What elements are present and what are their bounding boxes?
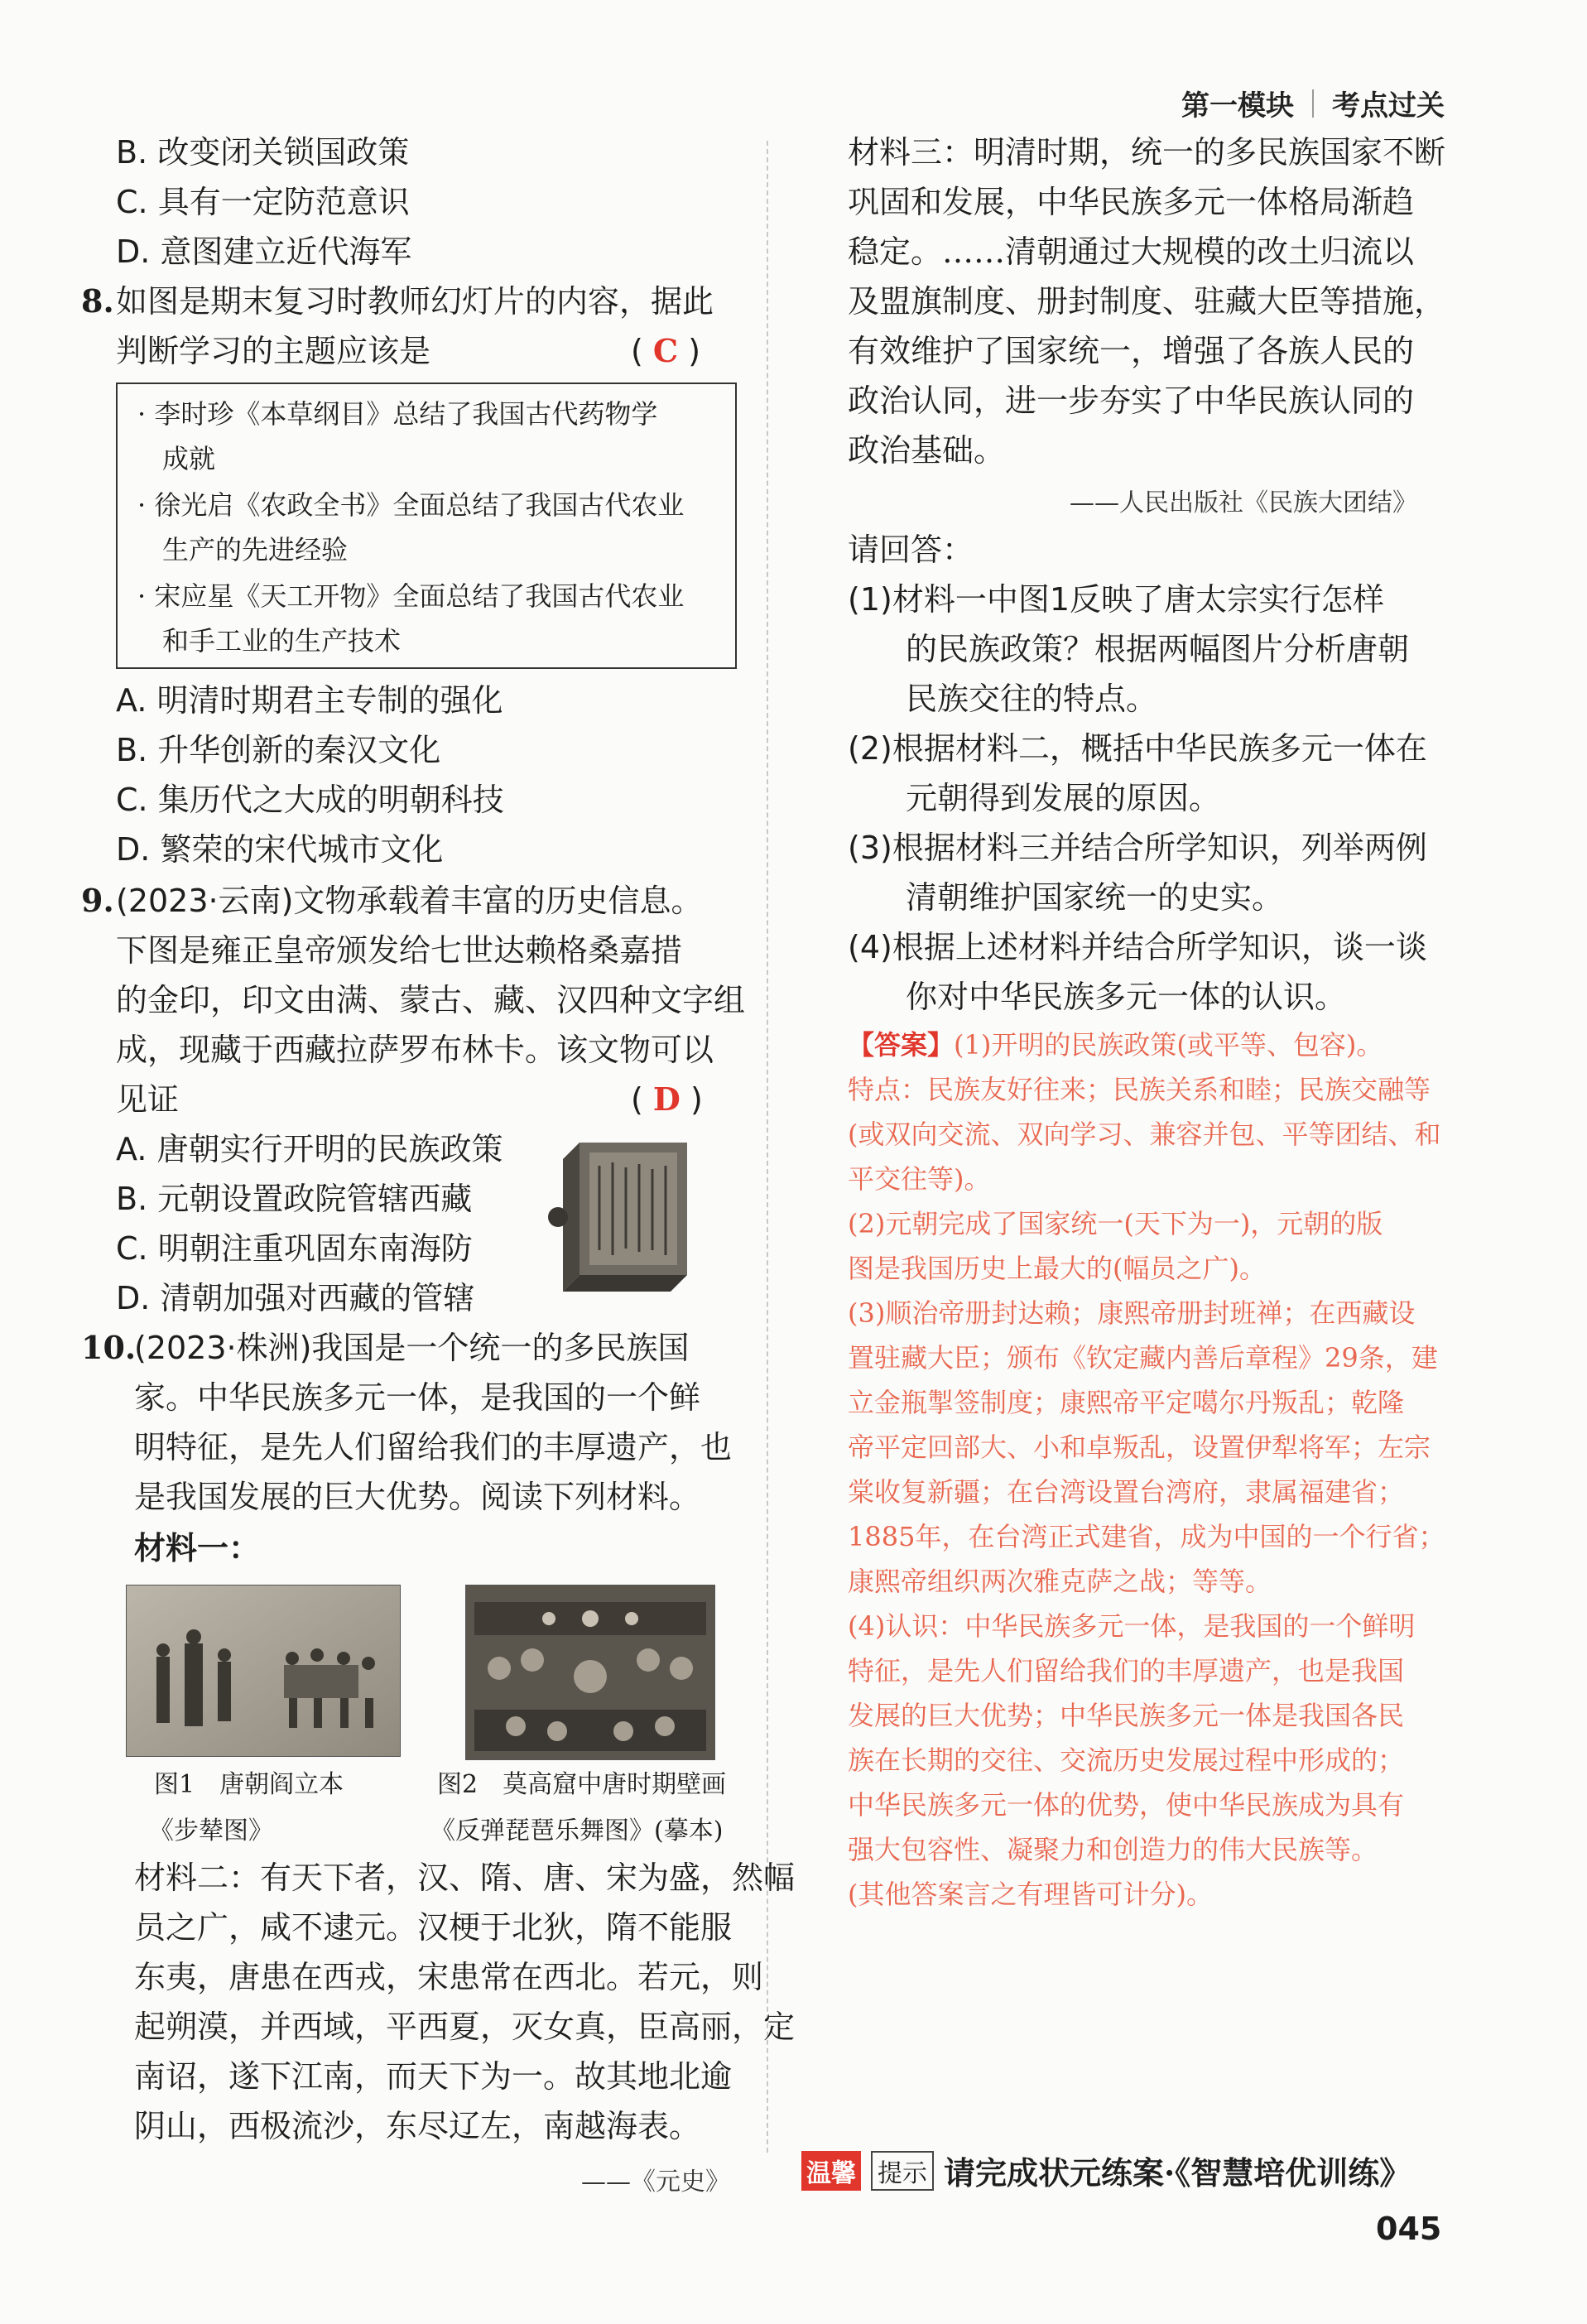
fig1-image (126, 1585, 401, 1757)
subquestion-3: (3)根据材料三并结合所学知识，列举两例 (848, 830, 1427, 866)
q8-option-b: B. 升华创新的秦汉文化 (116, 732, 441, 768)
answer-line: (4)认识：中华民族多元一体，是我国的一个鲜明 (848, 1610, 1416, 1642)
material2-line: 南诏，遂下江南，而天下为一。故其地北逾 (134, 2058, 733, 2095)
q7-option-b: B. 改变闭关锁国政策 (116, 134, 410, 171)
subquestion-1-cont: 民族交往的特点。 (906, 681, 1158, 717)
q10-stem-line: 是我国发展的巨大优势。阅读下列材料。 (134, 1479, 701, 1515)
subquestion-2: (2)根据材料二，概括中华民族多元一体在 (848, 730, 1427, 767)
q10-stem-line: 明特征，是先人们留给我们的丰厚遗产，也 (134, 1429, 733, 1465)
q7-option-c: C. 具有一定防范意识 (116, 184, 410, 220)
answer-line: (其他答案言之有理皆可计分)。 (848, 1879, 1213, 1910)
material3-line: 政治认同，进一步夯实了中华民族认同的 (848, 383, 1415, 419)
q8-stem-line2: 判断学习的主题应该是 (116, 333, 431, 369)
page-number: 045 (1376, 2211, 1442, 2247)
q9-number: 9. (81, 882, 114, 919)
answer-line: 帝平定回部大、小和卓叛乱，设置伊犁将军；左宗 (848, 1431, 1431, 1463)
material3-line: 有效维护了国家统一，增强了各族人民的 (848, 333, 1415, 369)
tip-label: 提示 (871, 2151, 934, 2191)
answer-line: 族在长期的交往、交流历史发展过程中形成的； (848, 1744, 1405, 1776)
q10-number: 10. (81, 1329, 137, 1366)
q9-stem-line: 成，现藏于西藏拉萨罗布林卡。该文物可以 (116, 1032, 714, 1068)
slide-line: · 徐光启《农政全书》全面总结了我国古代农业 (137, 489, 685, 521)
q8-option-d: D. 繁荣的宋代城市文化 (116, 831, 444, 868)
fig2-caption: 图2 莫高窟中唐时期壁画 (437, 1770, 727, 1799)
fig1-caption: 图1 唐朝阎立本 (154, 1770, 344, 1799)
q7-option-d: D. 意图建立近代海军 (116, 233, 412, 270)
module-label: 第一模块 (1181, 89, 1294, 123)
gold-seal-image (546, 1126, 695, 1316)
slide-line: · 李时珍《本草纲目》总结了我国古代药物学 (137, 398, 658, 430)
q9-option-b: B. 元朝设置政院管辖西藏 (116, 1181, 473, 1217)
tip-text: 请完成状元练案·《智慧培优训练》 (944, 2154, 1411, 2192)
answer-line: 发展的巨大优势；中华民族多元一体是我国各民 (848, 1700, 1405, 1731)
q8-number: 8. (81, 282, 114, 320)
answer-line: 强大包容性、凝聚力和创造力的伟大民族等。 (848, 1834, 1378, 1865)
subquestion-2-cont: 元朝得到发展的原因。 (906, 780, 1221, 816)
material2-line: 材料二：有天下者，汉、隋、唐、宋为盛，然幅 (134, 1860, 796, 1896)
answer-label: 【答案】 (848, 1029, 955, 1061)
fig1-caption-title: 《步辇图》 (149, 1816, 273, 1845)
material2-line: 东夷，唐患在西戎，宋患常在西北。若元，则 (134, 1959, 764, 1995)
slide-box (116, 383, 737, 669)
subquestion-1: (1)材料一中图1反映了唐太宗实行怎样 (848, 581, 1385, 618)
material2-line: 员之广，咸不逮元。汉梗于北狄，隋不能服 (134, 1909, 733, 1946)
q10-stem-line: (2023·株洲)我国是一个统一的多民族国 (134, 1330, 690, 1366)
answer-line: (或双向交流、双向学习、兼容并包、平等团结、和 (848, 1119, 1441, 1150)
tip-badge: 温馨 (801, 2151, 861, 2191)
q10-stem-line: 家。中华民族多元一体，是我国的一个鲜 (134, 1379, 701, 1416)
q8-answer-bracket: ( C ) (631, 332, 701, 369)
answer-line: 平交往等)。 (848, 1163, 991, 1195)
answer-line: 立金瓶掣签制度；康熙帝平定噶尔丹叛乱；乾隆 (848, 1387, 1405, 1418)
slide-line: 和手工业的生产技术 (162, 625, 402, 657)
q8-option-a: A. 明清时期君主专制的强化 (116, 682, 503, 719)
subquestion-3-cont: 清朝维护国家统一的史实。 (906, 879, 1284, 916)
answer-line: 特点：民族友好往来；民族关系和睦；民族交融等 (848, 1074, 1431, 1105)
answer-line: (3)顺治帝册封达赖；康熙帝册封班禅；在西藏设 (848, 1297, 1416, 1329)
material2-line: 起朔漠，并西域，平西夏，灭女真，臣高丽，定 (134, 2009, 796, 2045)
tip-banner (801, 2148, 1411, 2193)
answer-line: 【答案】(1)开明的民族政策(或平等、包容)。 (848, 1029, 1383, 1061)
material3-source: ——人民出版社《民族大团结》 (1070, 488, 1417, 517)
answer-line: 康熙帝组织两次雅克萨之战；等等。 (848, 1566, 1272, 1597)
answer-line: (2)元朝完成了国家统一(天下为一)，元朝的版 (848, 1208, 1383, 1239)
q9-stem-line: (2023·云南)文物承载着丰富的历史信息。 (116, 883, 703, 919)
header-separator (1312, 89, 1314, 118)
subquestion-4-cont: 你对中华民族多元一体的认识。 (906, 979, 1347, 1015)
q9-option-c: C. 明朝注重巩固东南海防 (116, 1230, 473, 1267)
material3-line: 巩固和发展，中华民族多元一体格局渐趋 (848, 184, 1415, 220)
material3-line: 材料三：明清时期，统一的多民族国家不断 (848, 134, 1446, 171)
subquestion-4: (4)根据上述材料并结合所学知识，谈一谈 (848, 929, 1427, 965)
running-header (1181, 83, 1445, 123)
q8-stem-line1: 如图是期末复习时教师幻灯片的内容，据此 (116, 283, 714, 320)
q9-stem-line: 的金印，印文由满、蒙古、藏、汉四种文字组 (116, 982, 746, 1018)
answer-line: 图是我国历史上最大的(幅员之广)。 (848, 1253, 1266, 1284)
material1-label: 材料一： (134, 1530, 261, 1566)
material2-line: 阴山，西极流沙，东尽辽左，南越海表。 (134, 2108, 701, 2144)
column-divider (767, 141, 768, 2153)
q9-answer: D (652, 1080, 680, 1118)
q9-stem-line: 见证 (116, 1081, 180, 1118)
material2-source: ——《元史》 (581, 2168, 730, 2196)
answer-line: 1885年，在台湾正式建省，成为中国的一个行省； (848, 1521, 1445, 1552)
q9-answer-bracket: ( D ) (631, 1080, 703, 1118)
answer-line: 置驻藏大臣；颁布《钦定藏内善后章程》29条，建 (848, 1342, 1438, 1374)
material3-line: 稳定。……清朝通过大规模的改土归流以 (848, 233, 1415, 270)
slide-line: 成就 (162, 443, 216, 474)
answer-prompt: 请回答： (848, 532, 974, 568)
answer-line: 棠收复新疆；在台湾设置台湾府，隶属福建省； (848, 1476, 1405, 1508)
answer-line: 中华民族多元一体的优势，使中华民族成为具有 (848, 1789, 1405, 1821)
fig2-image (465, 1585, 715, 1760)
fig2-caption-title: 《反弹琵琶乐舞图》(摹本) (430, 1816, 724, 1845)
material3-line: 政治基础。 (848, 432, 1006, 469)
q9-option-a: A. 唐朝实行开明的民族政策 (116, 1131, 503, 1167)
q8-option-c: C. 集历代之大成的明朝科技 (116, 782, 504, 818)
answer-line: 特征，是先人们留给我们的丰厚遗产，也是我国 (848, 1655, 1405, 1686)
slide-line: · 宋应星《天工开物》全面总结了我国古代农业 (137, 580, 685, 612)
q8-answer: C (652, 332, 679, 369)
slide-line: 生产的先进经验 (162, 534, 349, 565)
material3-line: 及盟旗制度、册封制度、驻藏大臣等措施， (848, 283, 1446, 320)
section-label: 考点过关 (1332, 89, 1445, 123)
q9-option-d: D. 清朝加强对西藏的管辖 (116, 1280, 475, 1316)
subquestion-1-cont: 的民族政策？根据两幅图片分析唐朝 (906, 631, 1410, 667)
q9-stem-line: 下图是雍正皇帝颁发给七世达赖格桑嘉措 (116, 932, 683, 969)
